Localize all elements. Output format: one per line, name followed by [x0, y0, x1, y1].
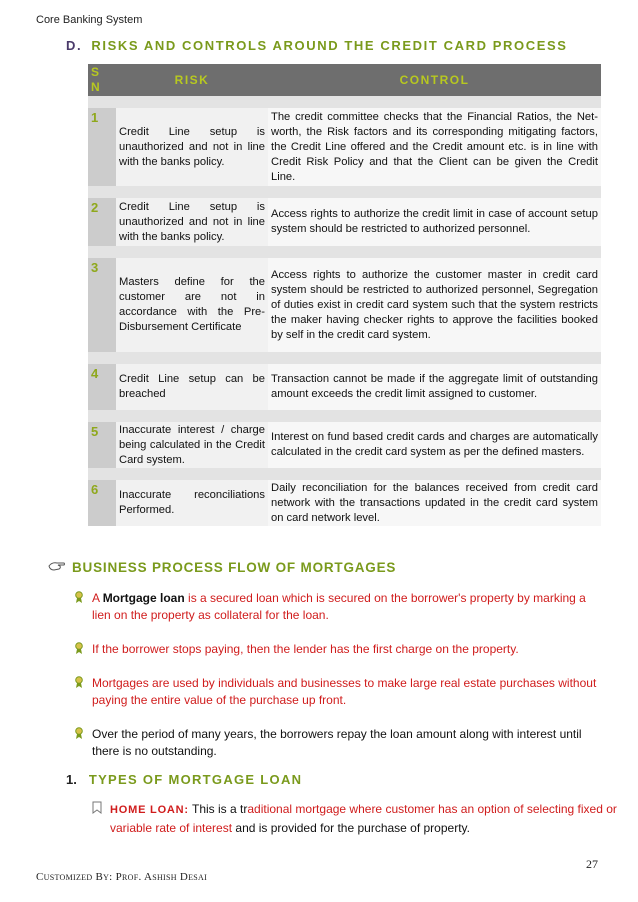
types-heading [66, 772, 302, 787]
row-risk: Inaccurate interest / charge being calculated in the Credit Card system. [116, 422, 268, 468]
hand-pointer-icon [48, 560, 66, 575]
mortgage-bullets [74, 590, 604, 777]
list-item: A Mortgage loan is a secured loan which is secured on the borrower's property by marking a lien on the property as collateral for the loan. [74, 590, 604, 624]
business-process-heading [48, 560, 396, 575]
header-control: CONTROL [268, 64, 601, 96]
row-risk: Credit Line setup is unauthorized and not in line with the banks policy. [116, 198, 268, 246]
row-risk: Masters define for the customer are not in accordance with the Pre-Disbursement Certificate [116, 258, 268, 352]
table-header-row [88, 64, 601, 96]
row-sn: 3 [88, 258, 116, 352]
row-control: Interest on fund based credit cards and charges are automatically calculated in the credit card system as per the defined masters. [268, 422, 601, 468]
section-letter: D. [66, 38, 83, 53]
running-header: Core Banking System [36, 14, 143, 26]
section-title: RISKS AND CONTROLS AROUND THE CREDIT CARD PROCESS [91, 38, 568, 53]
header-sn: S N [88, 64, 116, 96]
table-row [88, 108, 601, 186]
row-risk: Credit Line setup can be breached [116, 364, 268, 410]
mortgage-loan-term: Mortgage loan [102, 591, 185, 605]
row-control: Transaction cannot be made if the aggregate limit of outstanding amount exceeds the credit limit assigned to customer. [268, 364, 601, 410]
home-loan-label: HOME LOAN: [110, 804, 189, 816]
row-risk: Credit Line setup is unauthorized and not in line with the banks policy. [116, 108, 268, 186]
types-number: 1. [66, 772, 77, 787]
row-sn: 1 [88, 108, 116, 186]
section-d-heading [66, 38, 568, 53]
table-row [88, 364, 601, 410]
row-control: Access rights to authorize the credit limit in case of account setup system should be restricted to authorized personnel. [268, 198, 601, 246]
award-ribbon-icon [74, 676, 84, 694]
row-control: Access rights to authorize the customer master in credit card system should be restricted to authorized personnel, Segregation of duties exist in credit card system such that the system restricts the maker having checker rights to approve the facilities booked by self in the credit card system. [268, 258, 601, 352]
bookmark-icon [92, 801, 102, 819]
row-control: Daily reconciliation for the balances received from credit card network with the transactions updated in the credit card system on card network level. [268, 480, 601, 526]
award-ribbon-icon [74, 591, 84, 609]
row-sn: 2 [88, 198, 116, 246]
page-number: 27 [586, 857, 598, 871]
footer-credit: Customized By: Prof. Ashish Desai [36, 871, 208, 883]
risk-control-table [88, 64, 601, 526]
list-item: Mortgages are used by individuals and businesses to make large real estate purchases without paying the entire value of the purchase up front. [74, 675, 604, 709]
table-row [88, 198, 601, 246]
list-item: Over the period of many years, the borrowers repay the loan amount along with interest until there is no outstanding. [74, 726, 604, 760]
row-sn: 5 [88, 422, 116, 468]
table-row [88, 480, 601, 526]
list-item: If the borrower stops paying, then the lender has the first charge on the property. [74, 641, 604, 658]
row-control: The credit committee checks that the Financial Ratios, the Net-worth, the Risk factors and its corresponding mitigating factors, the Credit Line offered and the Credit amount etc. is in line with Credit Risk Policy and that the Client can be given the Credit Line. [268, 108, 601, 186]
bpf-title: BUSINESS PROCESS FLOW OF MORTGAGES [72, 560, 397, 575]
award-ribbon-icon [74, 727, 84, 745]
home-loan-item: HOME LOAN: This is a traditional mortgage where customer has an option of selecting fixed or variable rate of interest and is provided for the purchase of property. [92, 800, 618, 837]
row-sn: 4 [88, 364, 116, 410]
row-risk: Inaccurate reconciliations Performed. [116, 480, 268, 526]
table-row [88, 422, 601, 468]
types-title: TYPES OF MORTGAGE LOAN [88, 772, 303, 787]
header-risk: RISK [116, 64, 268, 96]
row-sn: 6 [88, 480, 116, 526]
table-row [88, 258, 601, 352]
award-ribbon-icon [74, 642, 84, 660]
